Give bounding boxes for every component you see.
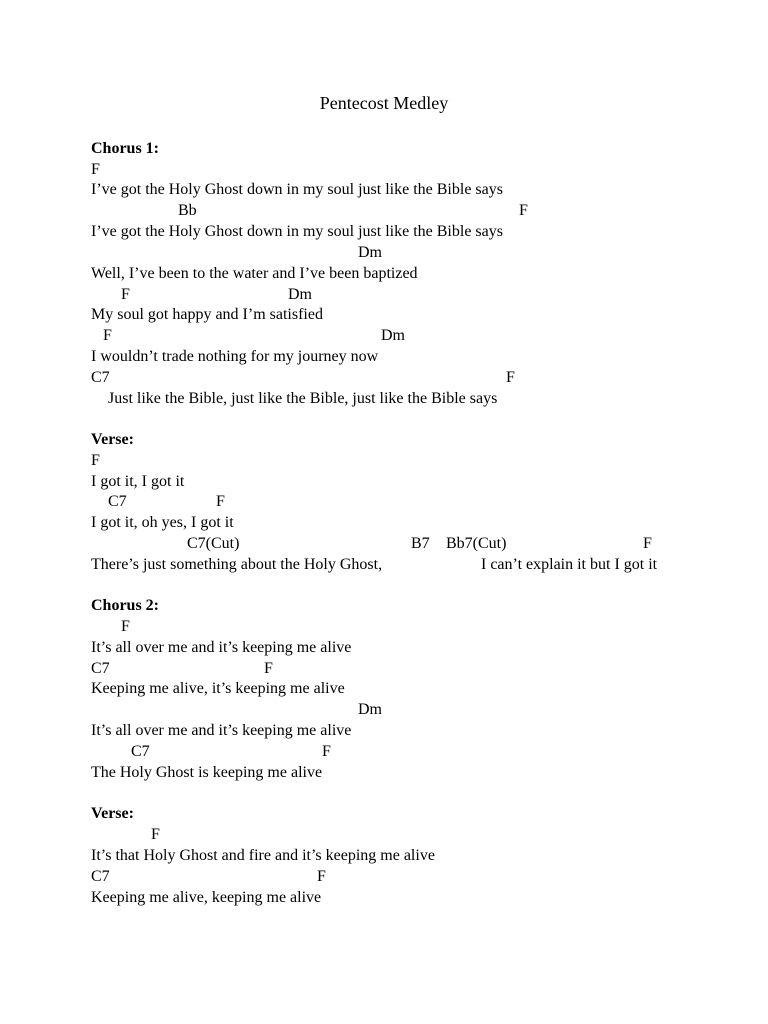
chord: F — [91, 161, 100, 178]
chord: C7 — [108, 493, 127, 510]
chord: F — [643, 535, 652, 552]
chord: Dm — [358, 244, 382, 261]
section-heading-verse-1: Verse: — [91, 431, 134, 448]
section-heading-chorus-1: Chorus 1: — [91, 140, 160, 157]
chord: C7 — [131, 743, 150, 760]
lyric-line: I’ve got the Holy Ghost down in my soul just like the Bible says — [91, 181, 503, 198]
chord: C7 — [91, 660, 110, 677]
chord: F — [506, 369, 515, 386]
chord: C7(Cut) — [187, 535, 240, 552]
page-title: Pentecost Medley — [319, 93, 449, 113]
lyric-line: The Holy Ghost is keeping me alive — [91, 764, 323, 781]
lyric-line: I’ve got the Holy Ghost down in my soul just like the Bible says — [91, 223, 503, 240]
lyric-line: It’s all over me and it’s keeping me alive — [91, 722, 352, 739]
chord: Bb — [178, 202, 197, 219]
section-heading-verse-2: Verse: — [91, 805, 134, 822]
lyric-line: I got it, oh yes, I got it — [91, 514, 234, 531]
chord: F — [121, 286, 130, 303]
lyric-line: Keeping me alive, it’s keeping me alive — [91, 680, 345, 697]
lyric-line: There’s just something about the Holy Ghost, — [91, 556, 383, 573]
chord: F — [264, 660, 273, 677]
lyric-line: Just like the Bible, just like the Bible, just like the Bible says — [108, 390, 498, 407]
lyric-line: It’s that Holy Ghost and fire and it’s keeping me alive — [91, 847, 435, 864]
chord: C7 — [91, 868, 110, 885]
lyric-line: I can’t explain it but I got it — [481, 556, 658, 573]
lyric-line: I wouldn’t trade nothing for my journey now — [91, 348, 379, 365]
chord: F — [151, 826, 160, 843]
chord: F — [91, 452, 100, 469]
chord: C7 — [91, 369, 110, 386]
chord: F — [317, 868, 326, 885]
chord: F — [216, 493, 225, 510]
lyric-line: Well, I’ve been to the water and I’ve been baptized — [91, 265, 418, 282]
section-heading-chorus-2: Chorus 2: — [91, 597, 160, 614]
lyric-line: Keeping me alive, keeping me alive — [91, 889, 322, 906]
chord: F — [121, 618, 130, 635]
lyric-line: I got it, I got it — [91, 473, 185, 490]
chord: F — [103, 327, 112, 344]
chord: F — [519, 202, 528, 219]
lyric-line: My soul got happy and I’m satisfied — [91, 306, 323, 323]
chord: B7 — [411, 535, 430, 552]
lyric-line: It’s all over me and it’s keeping me alive — [91, 639, 352, 656]
chord: F — [322, 743, 331, 760]
chord: Dm — [381, 327, 405, 344]
chord: Dm — [358, 701, 382, 718]
chord: Bb7(Cut) — [446, 535, 507, 552]
chord: Dm — [288, 286, 312, 303]
